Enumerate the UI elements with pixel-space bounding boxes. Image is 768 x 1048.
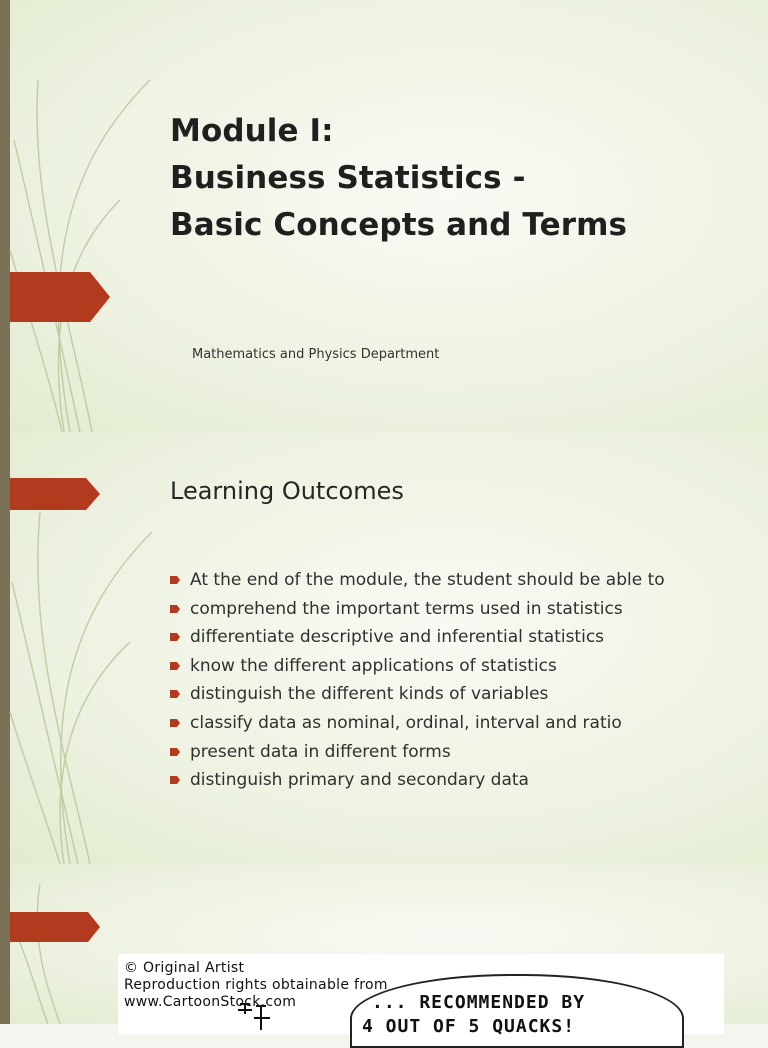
list-item [168,623,665,652]
arrow-bullet-icon [170,719,180,727]
cartoon-slide [0,864,768,1037]
credit-line-3: www.CartoonStock.com [124,994,297,1010]
accent-arrow-tab [0,478,100,510]
title-line-3: Basic Concepts and Terms [170,207,628,243]
section-heading: Learning Outcomes [170,477,404,505]
list-item-text: distinguish primary and secondary data [190,770,529,791]
credit-line-2: Reproduction rights obtainable from [124,977,388,993]
arrow-bullet-icon [170,690,180,698]
arrow-bullet-icon [170,605,180,613]
list-item [168,595,665,624]
list-item [168,652,665,681]
credit-line-1: © Original Artist [124,960,245,976]
list-item [168,709,665,738]
cartoon-drawing [236,1000,276,1034]
list-item-text: At the end of the module, the student should be able to [190,570,665,590]
speech-bubble-text: ... RECOMMENDED BY [372,992,586,1013]
title-line-1: Module I: [170,113,334,149]
list-item [168,738,665,767]
list-item [168,566,665,595]
list-item-text: differentiate descriptive and inferential statistics [190,627,605,648]
cartoon-image [118,954,724,1037]
accent-arrow-tab [0,912,100,942]
arrow-bullet-icon [170,748,180,756]
learning-outcomes-slide [0,432,768,864]
title-line-2: Business Statistics - [170,160,526,196]
list-item-text: present data in different forms [190,741,451,762]
title-slide [0,0,768,432]
decorative-swirl-lines [0,0,160,432]
arrow-bullet-icon [170,776,180,784]
speech-bubble-text-2: 4 OUT OF 5 QUACKS! [362,1016,576,1037]
subtitle: Mathematics and Physics Department [192,347,440,362]
list-item [168,680,665,709]
list-item [168,766,665,795]
list-item-text: distinguish the different kinds of variables [190,684,549,705]
accent-arrow-tab [0,272,110,322]
page-title [170,108,627,249]
list-item-text: know the different applications of statistics [190,655,557,676]
learning-outcomes-list [168,566,665,795]
arrow-bullet-icon [170,633,180,641]
list-item-text: classify data as nominal, ordinal, interval and ratio [190,712,622,733]
arrow-bullet-icon [170,662,180,670]
list-item-text: comprehend the important terms used in statistics [190,598,623,619]
arrow-bullet-icon [170,576,180,584]
